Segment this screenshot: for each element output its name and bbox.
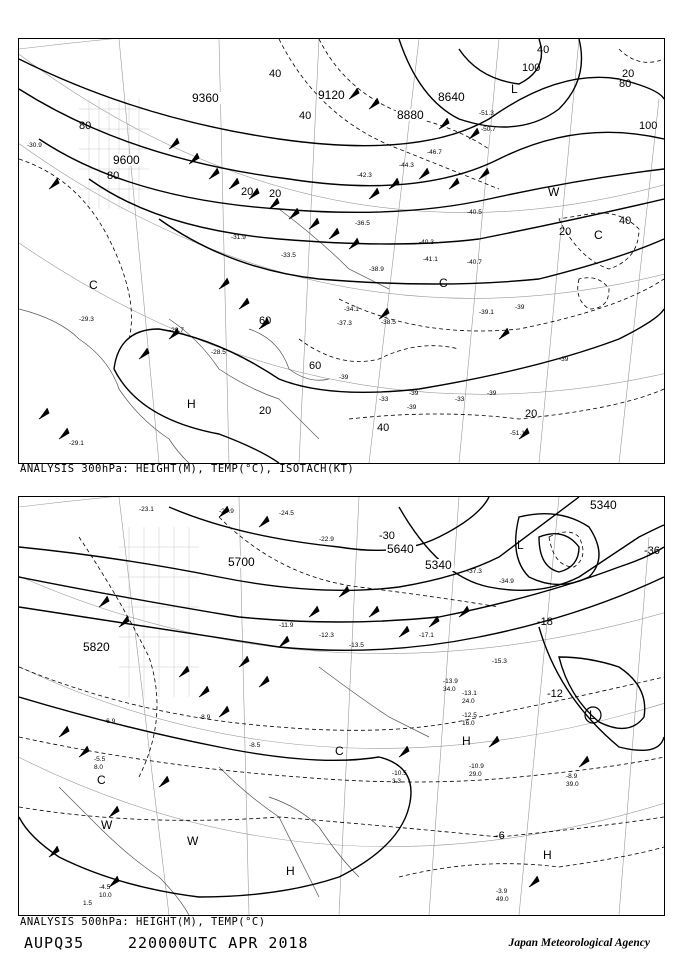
high-center-symbol: H [187, 397, 196, 411]
height-label: 8640 [438, 90, 465, 104]
cold-center-symbol: C [439, 276, 448, 290]
height-label: 5820 [83, 640, 110, 654]
temp-label: -37.3 [467, 568, 482, 575]
temp-label: 34.0 [443, 686, 456, 693]
temp-label: -23.1 [139, 506, 154, 513]
temp-label: 29.0 [469, 771, 482, 778]
temp-label: 10.0 [99, 892, 112, 899]
height-contours-300 [19, 39, 664, 463]
temp-label: -42.3 [357, 172, 372, 179]
temp-label: -24.5 [279, 510, 294, 517]
isotach-label: 80 [619, 78, 632, 90]
temp-label: -33 [455, 396, 465, 403]
temp-label: -13.9 [443, 678, 458, 685]
isotach-label: 20 [241, 186, 254, 198]
wind-barbs-500 [49, 506, 589, 887]
temp-label: -34.9 [499, 578, 514, 585]
cold-center-symbol: C [97, 773, 106, 787]
temp-label: -51.1 [510, 430, 525, 437]
temp-label: -10.5 [392, 770, 407, 777]
graticule-300 [19, 39, 664, 463]
temp-label: -31.9 [231, 234, 246, 241]
temp-label: -8.5 [249, 742, 261, 749]
height-label: 9360 [192, 91, 219, 105]
temp-label: -12.3 [319, 632, 334, 639]
isotherm-label: -30 [379, 530, 395, 542]
warm-center-symbol: W [548, 185, 560, 199]
isotach-label: 40 [619, 215, 632, 227]
temp-label: 1.5 [83, 900, 93, 907]
temp-label: -39.1 [479, 309, 494, 316]
temp-label: -39 [339, 374, 349, 381]
temp-label: -4.5 [99, 884, 111, 891]
temp-label: -33 [379, 396, 389, 403]
temp-label: -29.3 [79, 316, 94, 323]
temp-label: -12.5 [462, 712, 477, 719]
temp-label: -13.5 [349, 642, 364, 649]
agency-name: Japan Meteorological Agency [508, 937, 650, 949]
temp-label: -36.5 [355, 220, 370, 227]
coastline-300 [19, 209, 389, 463]
temp-label: -37.3 [337, 320, 352, 327]
isotach-label: 80 [79, 120, 92, 132]
isotach-label: 20 [622, 68, 635, 80]
temp-label: -50.7 [481, 126, 496, 133]
isotherm-label: -6 [495, 830, 505, 842]
height-contours-500 [19, 497, 664, 897]
temp-label: -34.1 [344, 306, 359, 313]
isotach-label: 20 [525, 408, 538, 420]
isotach-label: 20 [559, 226, 572, 238]
wind-barbs-300 [39, 88, 529, 439]
isotach-label: 80 [107, 170, 120, 182]
temp-label: -15.3 [492, 658, 507, 665]
temp-label: -11.9 [279, 622, 294, 629]
warm-center-symbol: W [187, 834, 199, 848]
isotach-label: 40 [269, 68, 282, 80]
temp-label: -40.3 [419, 239, 434, 246]
height-label: 5340 [425, 558, 452, 572]
isotherm-labels-500 [379, 530, 660, 842]
temp-label: -39 [559, 356, 569, 363]
temp-label: -30.9 [27, 142, 42, 149]
temp-label: -8.9 [566, 773, 578, 780]
isotach-label: 100 [639, 120, 658, 132]
chart-code: AUPQ35 [24, 934, 85, 952]
temp-label: -13.1 [462, 690, 477, 697]
temp-label: -10.9 [469, 763, 484, 770]
isotherm-label: -36 [644, 545, 660, 557]
isotach-label: 40 [377, 422, 390, 434]
pressure-centers-300 [89, 82, 603, 411]
temp-label: 3.3 [392, 778, 402, 785]
valid-time: 220000UTC APR 2018 [128, 934, 309, 952]
isotach-label: 20 [269, 188, 282, 200]
isotach-label: 100 [522, 62, 541, 74]
temp-label: -40.5 [467, 209, 482, 216]
low-center-symbol: L [517, 538, 524, 552]
temp-label: 16.0 [462, 720, 475, 727]
temp-label: -39 [487, 390, 497, 397]
temp-label: -51.3 [479, 110, 494, 117]
isotach-label: 40 [537, 44, 550, 56]
temp-label: -38.9 [369, 266, 384, 273]
temp-label: 49.0 [496, 896, 509, 903]
temp-label: -44.3 [399, 162, 414, 169]
temp-label: 39.0 [566, 781, 579, 788]
high-center-symbol: H [543, 848, 552, 862]
temp-label: -29.1 [69, 440, 84, 447]
temp-label: -8.9 [199, 714, 211, 721]
caption-500hpa: ANALYSIS 500hPa: HEIGHT(M), TEMP(°C) [20, 916, 266, 928]
temp-label: -40.7 [467, 259, 482, 266]
temp-label: -28.7 [169, 327, 184, 334]
low-center-symbol: L [511, 82, 518, 96]
isotach-label: 60 [259, 315, 272, 327]
temp-label: -39 [515, 304, 525, 311]
map-500hpa-svg [19, 497, 664, 915]
isotherm-contours-500 [19, 517, 664, 877]
isotherm-label: -12 [547, 688, 563, 700]
cold-center-symbol: C [594, 228, 603, 242]
height-label: 9600 [113, 153, 140, 167]
temp-label: -3.9 [496, 888, 508, 895]
high-center-symbol: H [462, 734, 471, 748]
map-panel-300hpa [18, 38, 665, 464]
height-label: 5340 [590, 498, 617, 512]
isotach-label: 40 [299, 110, 312, 122]
height-labels-500 [82, 498, 619, 654]
temp-label: 24.0 [462, 698, 475, 705]
temp-label: -22.9 [319, 536, 334, 543]
height-label: 9120 [318, 88, 345, 102]
temp-label: -46.7 [427, 149, 442, 156]
high-center-symbol: H [286, 864, 295, 878]
temp-label: -28.5 [211, 349, 226, 356]
height-label: 5640 [387, 542, 414, 556]
temp-label: 8.0 [94, 764, 104, 771]
temp-label: -5.5 [94, 756, 106, 763]
temp-label: -6.9 [104, 718, 116, 725]
temp-label: -39 [407, 404, 417, 411]
warm-center-symbol: W [101, 818, 113, 832]
temp-label: -38.5 [381, 319, 396, 326]
isotach-label: 60 [309, 360, 322, 372]
height-label: 5700 [228, 555, 255, 569]
temp-label: -33.5 [281, 252, 296, 259]
temp-label: -41.1 [423, 256, 438, 263]
low-center-symbol: L [589, 708, 596, 722]
temp-label: -39 [409, 390, 419, 397]
temp-label: -17.1 [419, 632, 434, 639]
isotach-label: 20 [259, 405, 272, 417]
cold-center-symbol: C [335, 744, 344, 758]
caption-300hpa: ANALYSIS 300hPa: HEIGHT(M), TEMP(°C), ISOTACH(KT) [20, 463, 355, 475]
isotherm-label: -18 [537, 616, 553, 628]
map-panel-500hpa [18, 496, 665, 916]
map-300hpa-svg [19, 39, 664, 463]
height-label: 8880 [397, 108, 424, 122]
cold-center-symbol: C [89, 278, 98, 292]
temp-label: -20.9 [219, 508, 234, 515]
